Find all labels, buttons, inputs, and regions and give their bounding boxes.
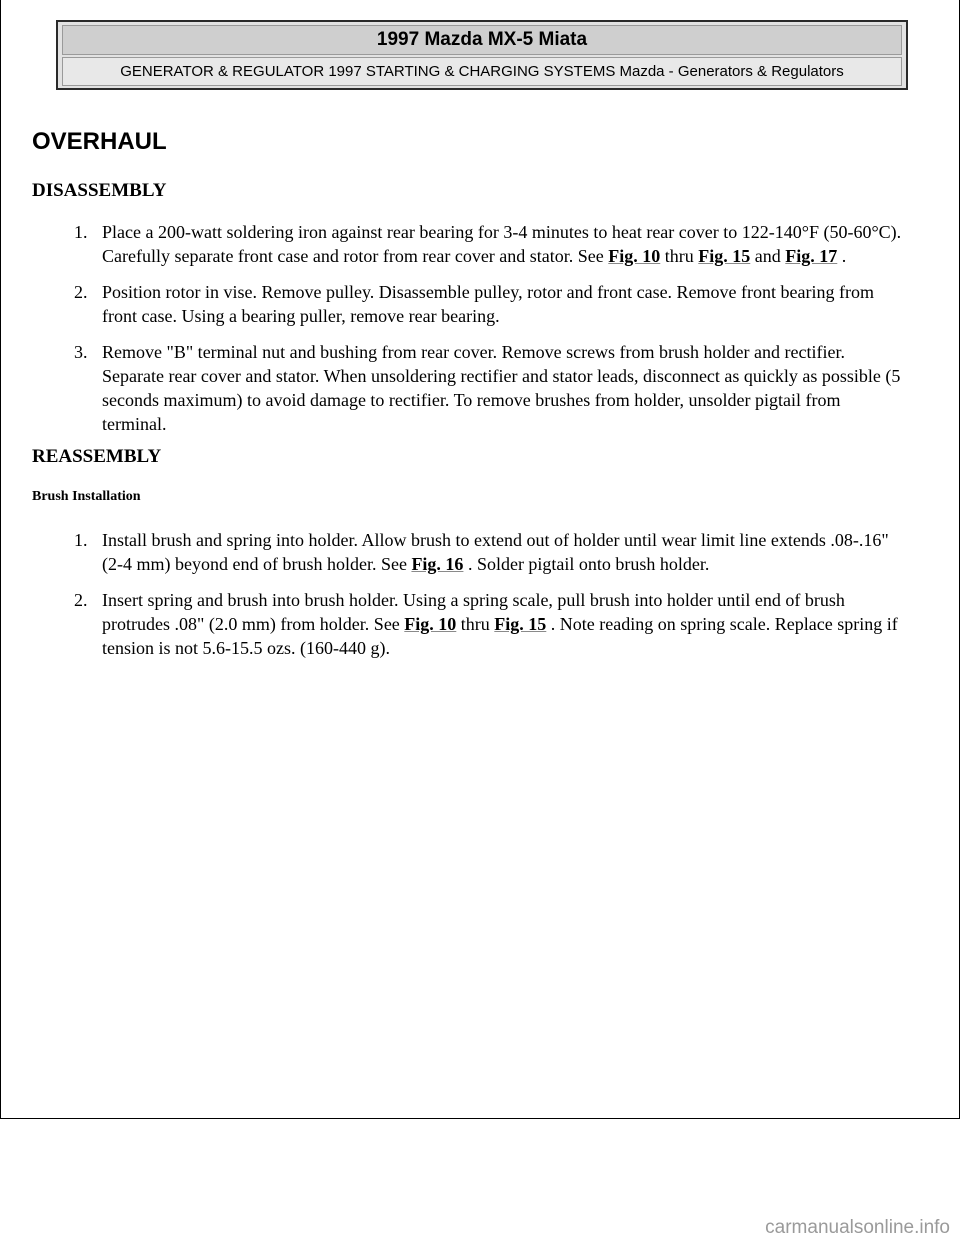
fig-16-link[interactable]: Fig. 16 <box>411 554 464 574</box>
list-item <box>74 528 904 576</box>
heading-reassembly: REASSEMBLY <box>32 446 162 467</box>
step-text: . Solder pigtail onto brush holder. <box>463 554 710 574</box>
fig-17-link[interactable]: Fig. 17 <box>785 246 838 266</box>
step-text: thru <box>456 614 495 634</box>
step-number: 2. <box>74 590 88 610</box>
disassembly-steps <box>74 220 904 448</box>
fig-15-link[interactable]: Fig. 15 <box>698 246 751 266</box>
step-number: 2. <box>74 282 88 302</box>
subheading-brush-installation: Brush Installation <box>32 489 141 504</box>
list-item <box>74 220 904 268</box>
step-number: 1. <box>74 222 88 242</box>
reassembly-steps <box>74 528 904 672</box>
fig-10-link[interactable]: Fig. 10 <box>608 246 661 266</box>
section-heading-overhaul: OVERHAUL <box>32 128 167 155</box>
step-text: . <box>837 246 847 266</box>
step-text: thru <box>660 246 699 266</box>
step-text: Insert spring and brush into brush holder. Using a spring scale, pull brush into holder until end of brush protrudes .08" (2.0 mm) from holder. See <box>102 590 845 634</box>
step-number: 3. <box>74 342 88 362</box>
step-text: Position rotor in vise. Remove pulley. Disassemble pulley, rotor and front case. Remove front bearing from front case. Using a bearing puller, remove rear bearing. <box>102 282 874 326</box>
watermark: carmanualsonline.info <box>765 1217 950 1238</box>
heading-disassembly: DISASSEMBLY <box>32 180 167 201</box>
step-text: . Note reading on spring scale. Replace spring if tension is not 5.6-15.5 ozs. (160-440 g). <box>102 614 898 658</box>
header-title: 1997 Mazda MX-5 Miata <box>62 25 902 55</box>
step-text: Install brush and spring into holder. Allow brush to extend out of holder until wear limit line extends .08-.16"(2-4 mm) beyond end of brush holder. See <box>102 530 889 574</box>
step-number: 1. <box>74 530 88 550</box>
page-footer <box>0 1118 960 1243</box>
list-item <box>74 340 904 436</box>
list-item <box>74 280 904 328</box>
list-item <box>74 588 904 660</box>
header-subtitle: GENERATOR & REGULATOR 1997 STARTING & CHARGING SYSTEMS Mazda - Generators & Regulators <box>62 57 902 86</box>
step-text: Remove "B" terminal nut and bushing from rear cover. Remove screws from brush holder and rectifier. Separate rear cover and stator. When unsoldering rectifier and stator leads, disconnect as quickly as possible (5 seconds maximum) to avoid damage to rectifier. To remove brushes from holder, unsolder pigtail from terminal. <box>102 342 901 434</box>
fig-15-link[interactable]: Fig. 15 <box>494 614 547 634</box>
fig-10-link[interactable]: Fig. 10 <box>404 614 457 634</box>
page-header <box>56 20 908 90</box>
step-text: Place a 200-watt soldering iron against rear bearing for 3-4 minutes to heat rear cover to 122-140°F (50-60°C). Carefully separate front case and rotor from rear cover and stator. See <box>102 222 902 266</box>
step-text: and <box>750 246 786 266</box>
